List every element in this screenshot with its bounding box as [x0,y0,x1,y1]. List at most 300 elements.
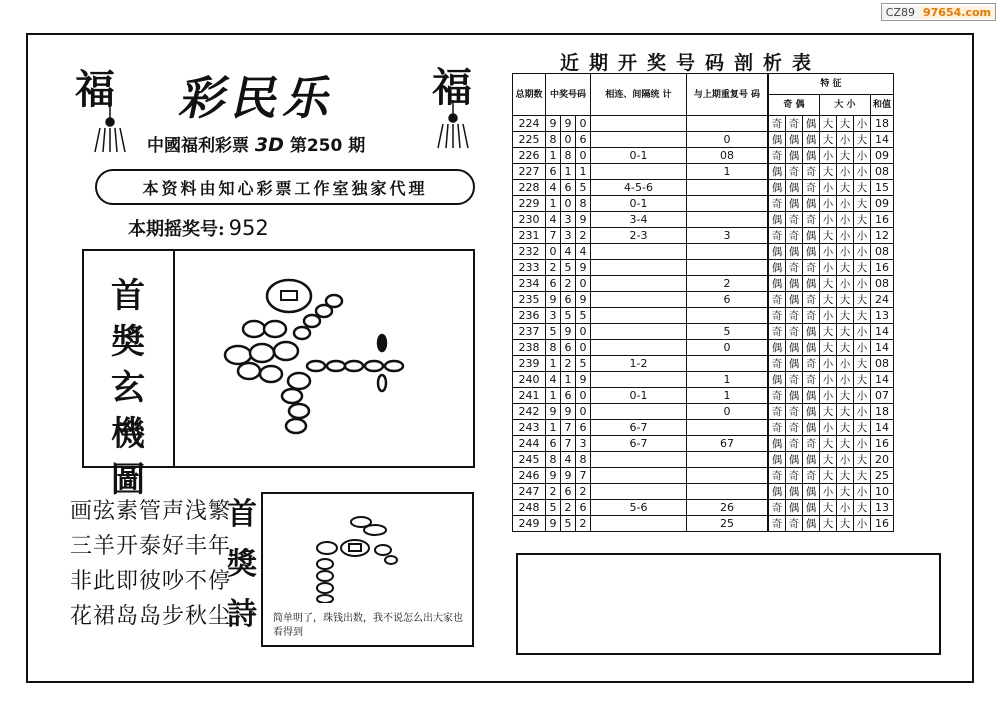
repeat-cell: 25 [687,516,769,532]
feature-cell: 奇 [803,356,820,372]
feature-cell: 奇 [786,372,803,388]
digit-cell: 6 [561,388,576,404]
table-row [513,212,894,228]
feature-cell: 奇 [768,308,786,324]
poem-title-char: 詩 [227,597,257,632]
digit-cell: 2 [561,356,576,372]
feature-cell: 奇 [803,308,820,324]
sum-cell: 14 [871,340,894,356]
issue-cell: 235 [513,292,546,308]
digit-cell: 8 [546,340,561,356]
sum-cell: 16 [871,436,894,452]
feature-cell: 大 [820,436,837,452]
digit-cell: 5 [561,516,576,532]
consecutive-cell [591,308,687,324]
feature-cell: 大 [820,468,837,484]
xuanji-char: 機 [111,414,145,454]
feature-cell: 偶 [768,132,786,148]
feature-cell: 偶 [786,356,803,372]
issue-cell: 247 [513,484,546,500]
table-row [513,244,894,260]
tassel-icon-right [428,100,478,150]
digit-cell: 0 [576,388,591,404]
feature-cell: 小 [837,132,854,148]
feature-cell: 小 [854,228,871,244]
feature-cell: 奇 [768,116,786,132]
poem-line: 花裙岛岛步秋尘 [70,604,232,629]
table-row [513,436,894,452]
digit-cell: 9 [546,404,561,420]
repeat-cell [687,196,769,212]
feature-cell: 大 [854,420,871,436]
digit-cell: 6 [561,484,576,500]
sum-cell: 14 [871,372,894,388]
digit-cell: 4 [546,180,561,196]
repeat-cell [687,180,769,196]
poem-line: 三羊开泰好丰年 [70,534,232,559]
feature-cell: 大 [837,468,854,484]
issue-cell: 229 [513,196,546,212]
digit-cell: 6 [561,180,576,196]
digit-cell: 9 [546,292,561,308]
digit-cell: 9 [546,468,561,484]
consecutive-cell [591,244,687,260]
feature-cell: 小 [837,276,854,292]
feature-cell: 大 [837,516,854,532]
feature-cell: 小 [837,500,854,516]
consecutive-cell [591,324,687,340]
digit-cell: 0 [561,132,576,148]
repeat-cell: 26 [687,500,769,516]
table-row [513,180,894,196]
feature-cell: 大 [820,276,837,292]
repeat-cell: 1 [687,388,769,404]
repeat-cell: 0 [687,132,769,148]
feature-cell: 小 [854,244,871,260]
sum-cell: 10 [871,484,894,500]
consecutive-cell [591,164,687,180]
feature-cell: 偶 [803,500,820,516]
feature-cell: 偶 [768,260,786,276]
feature-cell: 偶 [768,340,786,356]
issue-cell: 245 [513,452,546,468]
digit-cell: 0 [576,324,591,340]
issue-cell: 243 [513,420,546,436]
feature-cell: 偶 [768,244,786,260]
feature-cell: 大 [854,132,871,148]
feature-cell: 大 [854,372,871,388]
feature-cell: 奇 [786,260,803,276]
feature-cell: 小 [837,356,854,372]
tassel-icon-left [85,104,135,154]
feature-cell: 大 [837,148,854,164]
watermark-site: 97654.com [919,6,995,19]
feature-cell: 偶 [803,324,820,340]
digit-cell: 2 [576,516,591,532]
feature-cell: 偶 [786,276,803,292]
sum-cell: 18 [871,404,894,420]
consecutive-cell [591,292,687,308]
feature-cell: 小 [820,484,837,500]
digit-cell: 1 [561,164,576,180]
feature-cell: 奇 [768,500,786,516]
feature-cell: 偶 [803,404,820,420]
repeat-cell [687,468,769,484]
sum-cell: 15 [871,180,894,196]
table-row [513,260,894,276]
repeat-cell: 1 [687,164,769,180]
feature-cell: 偶 [803,276,820,292]
sum-cell: 08 [871,164,894,180]
digit-cell: 4 [561,452,576,468]
digit-cell: 3 [576,436,591,452]
sum-cell: 08 [871,356,894,372]
table-row [513,228,894,244]
issue-subtitle [147,131,365,156]
consecutive-cell [591,404,687,420]
sum-cell: 13 [871,500,894,516]
digit-cell: 2 [576,484,591,500]
subtitle-3d: 3D [254,134,284,156]
feature-cell: 小 [820,244,837,260]
digit-cell: 2 [546,484,561,500]
subtitle-issue: 第250 期 [289,136,366,156]
subtitle-prefix: 中國福利彩票 [147,136,249,156]
digit-cell: 5 [576,356,591,372]
table-row [513,116,894,132]
repeat-cell: 2 [687,276,769,292]
feature-cell: 大 [837,484,854,500]
repeat-cell: 6 [687,292,769,308]
feature-cell: 大 [854,452,871,468]
sum-cell: 24 [871,292,894,308]
feature-cell: 奇 [786,212,803,228]
fu-char-left: 福 [75,66,115,113]
digit-cell: 0 [546,244,561,260]
digit-cell: 6 [576,420,591,436]
feature-cell: 偶 [803,116,820,132]
digit-cell: 8 [576,196,591,212]
feature-cell: 偶 [786,452,803,468]
table-row [513,132,894,148]
repeat-cell: 0 [687,340,769,356]
feature-cell: 偶 [803,196,820,212]
issue-cell: 231 [513,228,546,244]
feature-cell: 大 [837,260,854,276]
sum-cell: 18 [871,116,894,132]
consecutive-cell [591,340,687,356]
feature-cell: 奇 [768,404,786,420]
digit-cell: 4 [546,372,561,388]
feature-cell: 小 [854,324,871,340]
issue-cell: 244 [513,436,546,452]
consecutive-cell: 6-7 [591,420,687,436]
digit-cell: 8 [576,452,591,468]
table-row [513,516,894,532]
feature-cell: 小 [837,244,854,260]
header-bigsmall: 大 小 [820,95,871,116]
feature-cell: 大 [820,228,837,244]
feature-cell: 偶 [803,228,820,244]
feature-cell: 偶 [803,484,820,500]
hint-caption: 简单明了，珠钱出数，我不说怎么出大家也看得到 [273,613,463,638]
digit-cell: 4 [546,212,561,228]
repeat-cell [687,484,769,500]
consecutive-cell: 0-1 [591,148,687,164]
feature-cell: 大 [854,308,871,324]
digit-cell: 5 [576,180,591,196]
digit-cell: 1 [546,148,561,164]
feature-cell: 奇 [803,468,820,484]
feature-cell: 偶 [786,244,803,260]
feature-cell: 大 [820,452,837,468]
header-consecutive: 相连、间隔统 计 [591,74,687,116]
feature-cell: 大 [820,500,837,516]
issue-cell: 242 [513,404,546,420]
consecutive-cell [591,132,687,148]
feature-cell: 奇 [786,116,803,132]
digit-cell: 5 [546,500,561,516]
issue-cell: 240 [513,372,546,388]
digit-cell: 4 [576,244,591,260]
digit-cell: 7 [561,436,576,452]
draw-number-line [128,215,269,241]
feature-cell: 偶 [803,388,820,404]
issue-cell: 233 [513,260,546,276]
repeat-cell [687,356,769,372]
digit-cell: 0 [576,340,591,356]
agency-note: 本资料由知心彩票工作室独家代理 [95,169,475,205]
feature-cell: 小 [854,164,871,180]
xuanji-char: 奬 [111,322,145,362]
issue-cell: 241 [513,388,546,404]
feature-cell: 大 [820,324,837,340]
feature-cell: 奇 [786,468,803,484]
repeat-cell: 1 [687,372,769,388]
feature-cell: 小 [837,228,854,244]
repeat-cell [687,116,769,132]
poem-title-char: 首 [227,497,257,532]
digit-cell: 2 [561,500,576,516]
feature-cell: 偶 [803,452,820,468]
header-oddeven: 奇 偶 [768,95,820,116]
feature-cell: 偶 [768,452,786,468]
digit-cell: 9 [576,292,591,308]
feature-cell: 奇 [803,372,820,388]
issue-cell: 224 [513,116,546,132]
feature-cell: 奇 [768,388,786,404]
digit-cell: 9 [561,324,576,340]
feature-cell: 偶 [803,420,820,436]
issue-cell: 236 [513,308,546,324]
draw-label: 本期摇奖号: [128,219,225,240]
header-issue: 总期数 [513,74,546,116]
feature-cell: 奇 [786,404,803,420]
sum-cell: 13 [871,308,894,324]
sum-cell: 09 [871,148,894,164]
feature-cell: 大 [820,132,837,148]
digit-cell: 8 [561,148,576,164]
sum-cell: 14 [871,420,894,436]
feature-cell: 小 [820,420,837,436]
feature-cell: 大 [854,196,871,212]
issue-cell: 246 [513,468,546,484]
repeat-cell [687,260,769,276]
feature-cell: 奇 [768,196,786,212]
consecutive-cell: 0-1 [591,388,687,404]
feature-cell: 偶 [786,388,803,404]
fu-char-right: 福 [432,64,472,111]
issue-cell: 228 [513,180,546,196]
table-row [513,292,894,308]
digit-cell: 5 [546,324,561,340]
sum-cell: 16 [871,260,894,276]
digit-cell: 2 [546,260,561,276]
feature-cell: 奇 [803,180,820,196]
sum-cell: 07 [871,388,894,404]
table-row [513,164,894,180]
feature-cell: 奇 [803,164,820,180]
feature-cell: 大 [854,292,871,308]
table-row [513,500,894,516]
feature-cell: 大 [854,500,871,516]
sum-cell: 25 [871,468,894,484]
digit-cell: 2 [561,276,576,292]
table-row [513,324,894,340]
consecutive-cell: 3-4 [591,212,687,228]
consecutive-cell [591,260,687,276]
feature-cell: 偶 [786,180,803,196]
issue-cell: 230 [513,212,546,228]
table-title: 近期开奖号码剖析表 [560,52,822,74]
feature-cell: 小 [837,196,854,212]
sum-cell: 14 [871,132,894,148]
empty-notes-box [516,553,941,655]
feature-cell: 偶 [768,212,786,228]
consecutive-cell: 4-5-6 [591,180,687,196]
feature-cell: 大 [820,404,837,420]
feature-cell: 大 [820,292,837,308]
feature-cell: 奇 [768,148,786,164]
feature-cell: 小 [854,340,871,356]
feature-cell: 奇 [786,308,803,324]
feature-cell: 小 [854,148,871,164]
digit-cell: 1 [546,356,561,372]
analysis-table [512,73,894,532]
sum-cell: 16 [871,212,894,228]
coin-puzzle-graphic [204,271,434,451]
feature-cell: 小 [820,196,837,212]
table-row [513,308,894,324]
issue-cell: 226 [513,148,546,164]
table-row [513,452,894,468]
digit-cell: 9 [546,516,561,532]
feature-cell: 偶 [786,132,803,148]
header-sum: 和值 [871,95,894,116]
digit-cell: 0 [576,148,591,164]
feature-cell: 大 [854,180,871,196]
issue-cell: 237 [513,324,546,340]
poem-line: 画弦素管声浅繁 [70,499,232,524]
site-watermark [881,3,996,21]
feature-cell: 偶 [768,436,786,452]
issue-cell: 249 [513,516,546,532]
sum-cell: 14 [871,324,894,340]
feature-cell: 小 [820,180,837,196]
digit-cell: 0 [576,276,591,292]
feature-cell: 小 [854,404,871,420]
feature-cell: 小 [837,372,854,388]
table-row [513,148,894,164]
feature-cell: 大 [854,212,871,228]
table-row [513,484,894,500]
xuanji-char: 圖 [111,460,145,500]
feature-cell: 小 [854,388,871,404]
feature-cell: 偶 [768,372,786,388]
xuanji-box [82,249,475,500]
table-row [513,388,894,404]
feature-cell: 偶 [803,132,820,148]
feature-cell: 奇 [786,516,803,532]
digit-cell: 6 [576,132,591,148]
feature-cell: 奇 [786,420,803,436]
digit-cell: 3 [561,228,576,244]
feature-cell: 奇 [786,324,803,340]
feature-cell: 奇 [803,436,820,452]
feature-cell: 大 [820,116,837,132]
digit-cell: 9 [546,116,561,132]
consecutive-cell: 1-2 [591,356,687,372]
table-row [513,404,894,420]
consecutive-cell: 5-6 [591,500,687,516]
issue-cell: 225 [513,132,546,148]
feature-cell: 奇 [768,356,786,372]
feature-cell: 大 [837,420,854,436]
xuanji-title [98,273,158,503]
feature-cell: 奇 [768,516,786,532]
issue-cell: 238 [513,340,546,356]
digit-cell: 9 [576,372,591,388]
consecutive-cell [591,372,687,388]
feature-cell: 偶 [786,148,803,164]
feature-cell: 大 [820,164,837,180]
table-row [513,372,894,388]
digit-cell: 0 [576,116,591,132]
feature-cell: 偶 [803,516,820,532]
repeat-cell [687,212,769,228]
digit-cell: 6 [561,340,576,356]
feature-cell: 大 [837,292,854,308]
sum-cell: 16 [871,516,894,532]
feature-cell: 小 [820,260,837,276]
feature-cell: 大 [837,436,854,452]
feature-cell: 大 [837,388,854,404]
feature-cell: 偶 [768,276,786,292]
feature-cell: 小 [820,212,837,228]
repeat-cell [687,420,769,436]
repeat-cell: 0 [687,404,769,420]
digit-cell: 6 [576,500,591,516]
feature-cell: 偶 [768,164,786,180]
feature-cell: 偶 [786,196,803,212]
digit-cell: 9 [576,260,591,276]
consecutive-cell [591,484,687,500]
issue-cell: 234 [513,276,546,292]
consecutive-cell [591,516,687,532]
digit-cell: 1 [561,372,576,388]
table-row [513,196,894,212]
issue-cell: 227 [513,164,546,180]
